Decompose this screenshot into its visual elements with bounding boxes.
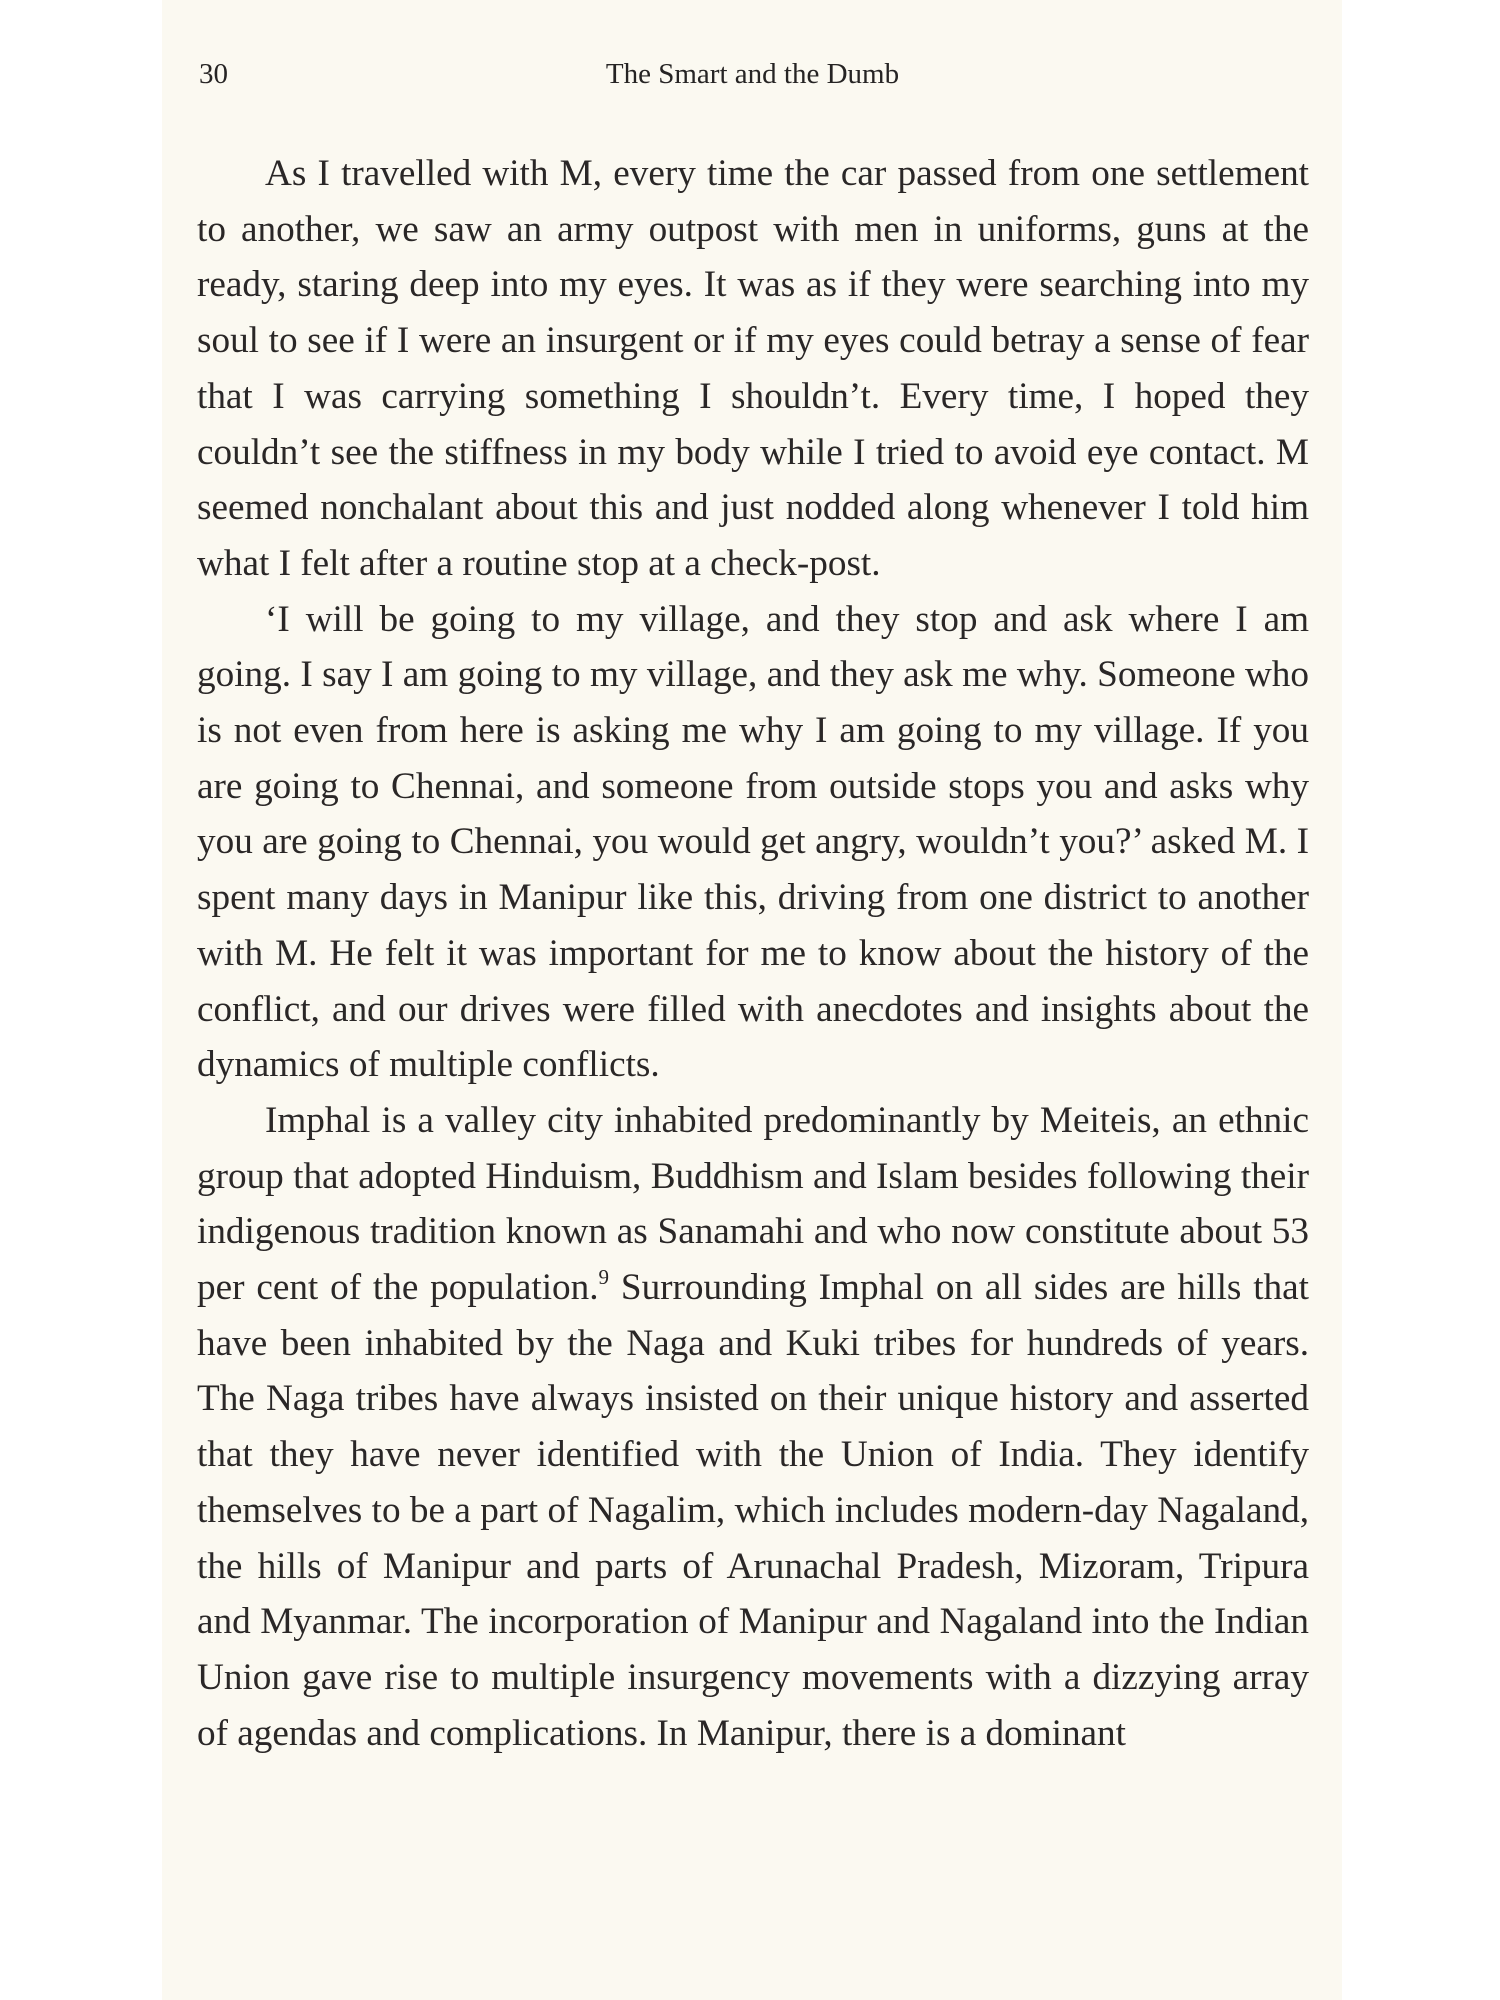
- paragraph-1: As I travelled with M, every time the car passed from one settlement to another, we saw an army outpost with men in uniforms, guns at the ready, staring deep into my eyes. It was as if they were searching into my soul to see if I were an insurgent or if my eyes could betray a sense of fear that I was carrying something I shouldn’t. Every time, I hoped they couldn’t see the stiffness in my body while I tried to avoid eye contact. M seemed nonchalant about this and just nodded along whenever I told him what I felt after a routine stop at a check-post.: [197, 153, 1309, 584]
- running-title: The Smart and the Dumb: [605, 58, 900, 90]
- paragraph-3: [197, 1093, 1309, 1761]
- page-number: 30: [199, 58, 228, 90]
- running-head: [199, 58, 1306, 98]
- paragraph-2: ‘I will be going to my village, and they stop and ask where I am going. I say I am going to my village, and they ask me why. Someone who is not even from here is asking me why I am going to my village. If you are going to Chennai, and someone from outside stops you and asks why you are going to Chennai, you would get angry, wouldn’t you?’ asked M. I spent many days in Manipur like this, driving from one district to another with M. He felt it was important for me to know about the history of the conflict, and our drives were filled with anecdotes and insights about the dynamics of multiple conflicts.: [197, 598, 1309, 1086]
- body-text: [197, 146, 1309, 1761]
- paragraph-3-text-before-note: Imphal is a valley city inhabited predominantly by Meiteis, an ethnic group that adopted Hinduism, Buddhism and Islam besides following their indigenous tradition known as Sanamahi and who now constitute about 53 per cent of the population.: [197, 1099, 1309, 1309]
- book-page: [162, 0, 1342, 2000]
- paragraph-3-text-after-note: Surrounding Imphal on all sides are hills that have been inhabited by the Naga and Kuki tribes for hundreds of years. The Naga tribes have always insisted on their unique history and asserted that they have never identified with the Union of India. They identify themselves to be a part of Nagalim, which includes modern-day Nagaland, the hills of Manipur and parts of Arunachal Pradesh, Mizoram, Tripura and Myanmar. The incorporation of Manipur and Nagaland into the Indian Union gave rise to multiple insurgency movements with a dizzying array of agendas and complications. In Manipur, there is a dominant: [197, 1267, 1309, 1754]
- footnote-reference[interactable]: 9: [598, 1265, 610, 1290]
